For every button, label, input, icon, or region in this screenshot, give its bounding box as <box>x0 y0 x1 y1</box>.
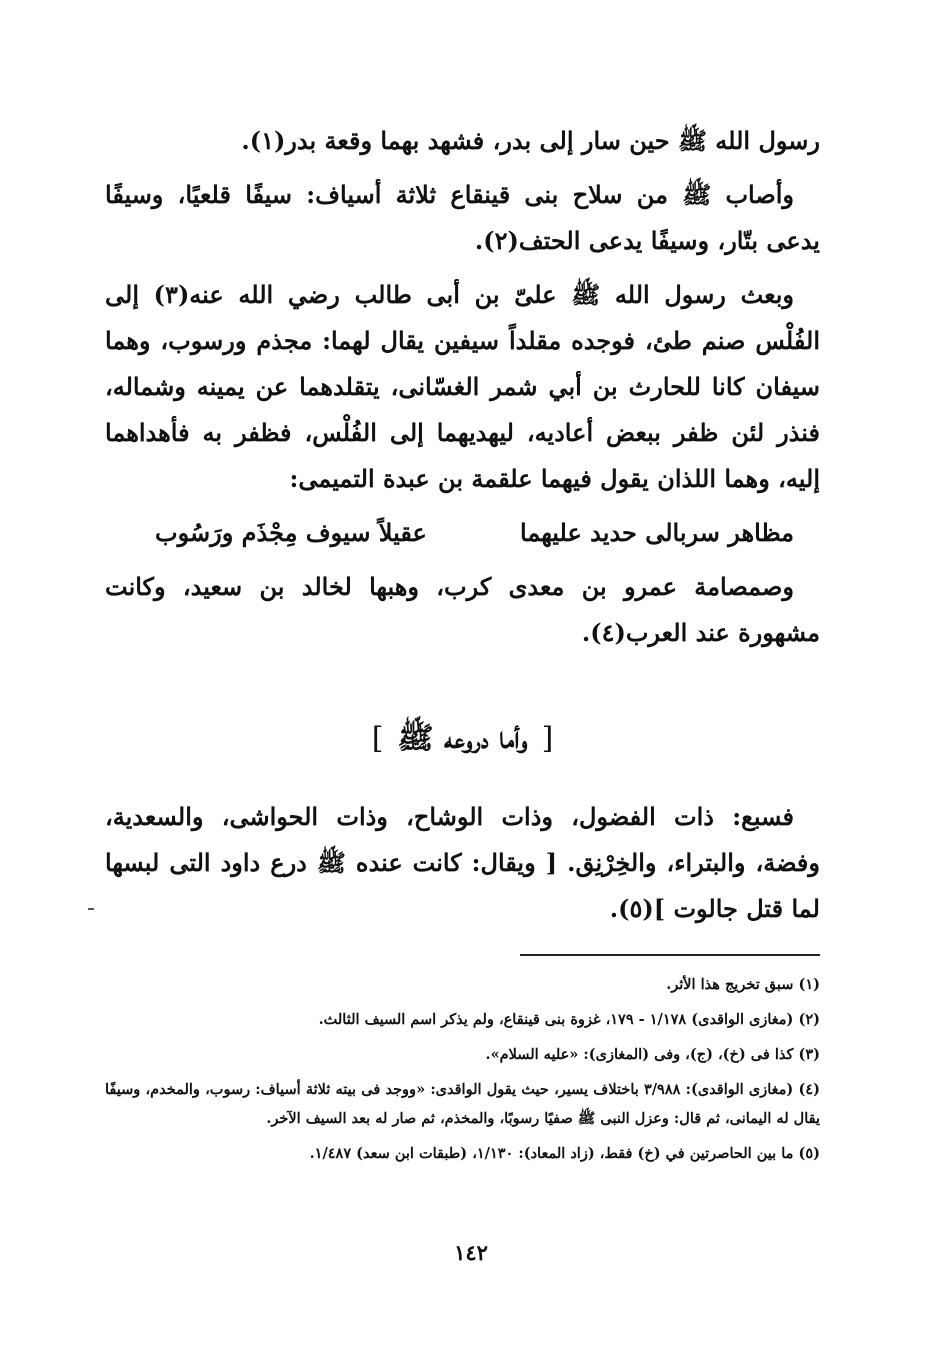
paragraph-1: رسول الله ﷺ حين سار إلى بدر، فشهد بهما وقعة بدر(١). <box>241 126 820 155</box>
footnotes <box>105 970 820 1168</box>
section-heading <box>105 714 820 764</box>
heading-open-bracket: [ <box>541 721 554 756</box>
footnote-divider <box>520 954 820 956</box>
footnote-2: (٢) (مغازى الواقدى) ١/١٧٨ - ١٧٩، غزوة بنى قينقاع، ولم يذكر اسم السيف الثالث. <box>318 1011 820 1028</box>
footnote-5: (٥) ما بين الحاصرتين في (خ) فقط، (زاد المعاد): ١/١٣٠، (طبقات ابن سعد) ١/٤٨٧. <box>309 1145 820 1162</box>
heading-close-bracket: ] <box>371 721 384 756</box>
footnote-4: (٤) (مغازى الواقدى): ٣/٩٨٨ باختلاف يسير، حيث يقول الواقدى: «ووجد فى بيته ثلاثة أسياف: رسوب، والمخدم، وسيفًا يقال له اليمانى، ثم قال: وعزل النبى ﷺ صفيًا رسوبًا، والمخذم، ثم صار له بعد السيف الآخر. <box>105 1081 820 1127</box>
verse-second-hemistich: عقيلاً سيوف مِجْذَم ورَسُوب <box>155 518 427 547</box>
paragraph-5: فسبع: ذات الفضول، وذات الوشاح، وذات الحواشى، والسعدية، وفضة، والبتراء، والخِرْنِق. [ ويقال: كانت عنده ﷺ درع داود التى لبسها لما قتل جالوت ](٥). <box>105 802 820 923</box>
paragraph-4: وصمصامة عمرو بن معدى كرب، وهبها لخالد بن سعيد، وكانت مشهورة عند العرب(٤). <box>105 572 820 647</box>
heading-text: وأما دروعه ﷺ <box>397 721 528 756</box>
footnote-1: (١) سبق تخريج هذا الأثر. <box>666 976 820 993</box>
paragraph-3: وبعث رسول الله ﷺ علىّ بن أبى طالب رضي الله عنه(٣) إلى الفُلْس صنم طئ، فوجده مقلداً سيفين يقال لهما: مجذم ورسوب، وهما سيفان كانا للحارث بن أبي شمر الغسّانى، يتقلدهما عن يمينه وشماله، فنذر لئن ظفر ببعض أعاديه، ليهديهما إلى الفُلْس، فظفر به فأهداهما إليه، وهما اللذان يقول فيهما علقمة بن عبدة التميمى: <box>105 280 820 493</box>
footnote-3: (٣) كذا فى (خ)، (ج)، وفى (المغازى): «عليه السلام». <box>485 1046 820 1063</box>
verse-first-hemistich: مظاهر سربالى حديد عليهما <box>520 518 794 547</box>
paragraph-2: وأصاب ﷺ من سلاح بنى قينقاع ثلاثة أسياف: سيفًا قلعيًا، وسيفًا يدعى بتّار، وسيفًا يدعى الحتف(٢). <box>105 180 820 255</box>
poem-verse <box>105 510 820 556</box>
page-number: ١٤٢ <box>454 1240 488 1265</box>
page-content <box>105 118 820 1174</box>
margin-mark <box>88 908 94 910</box>
